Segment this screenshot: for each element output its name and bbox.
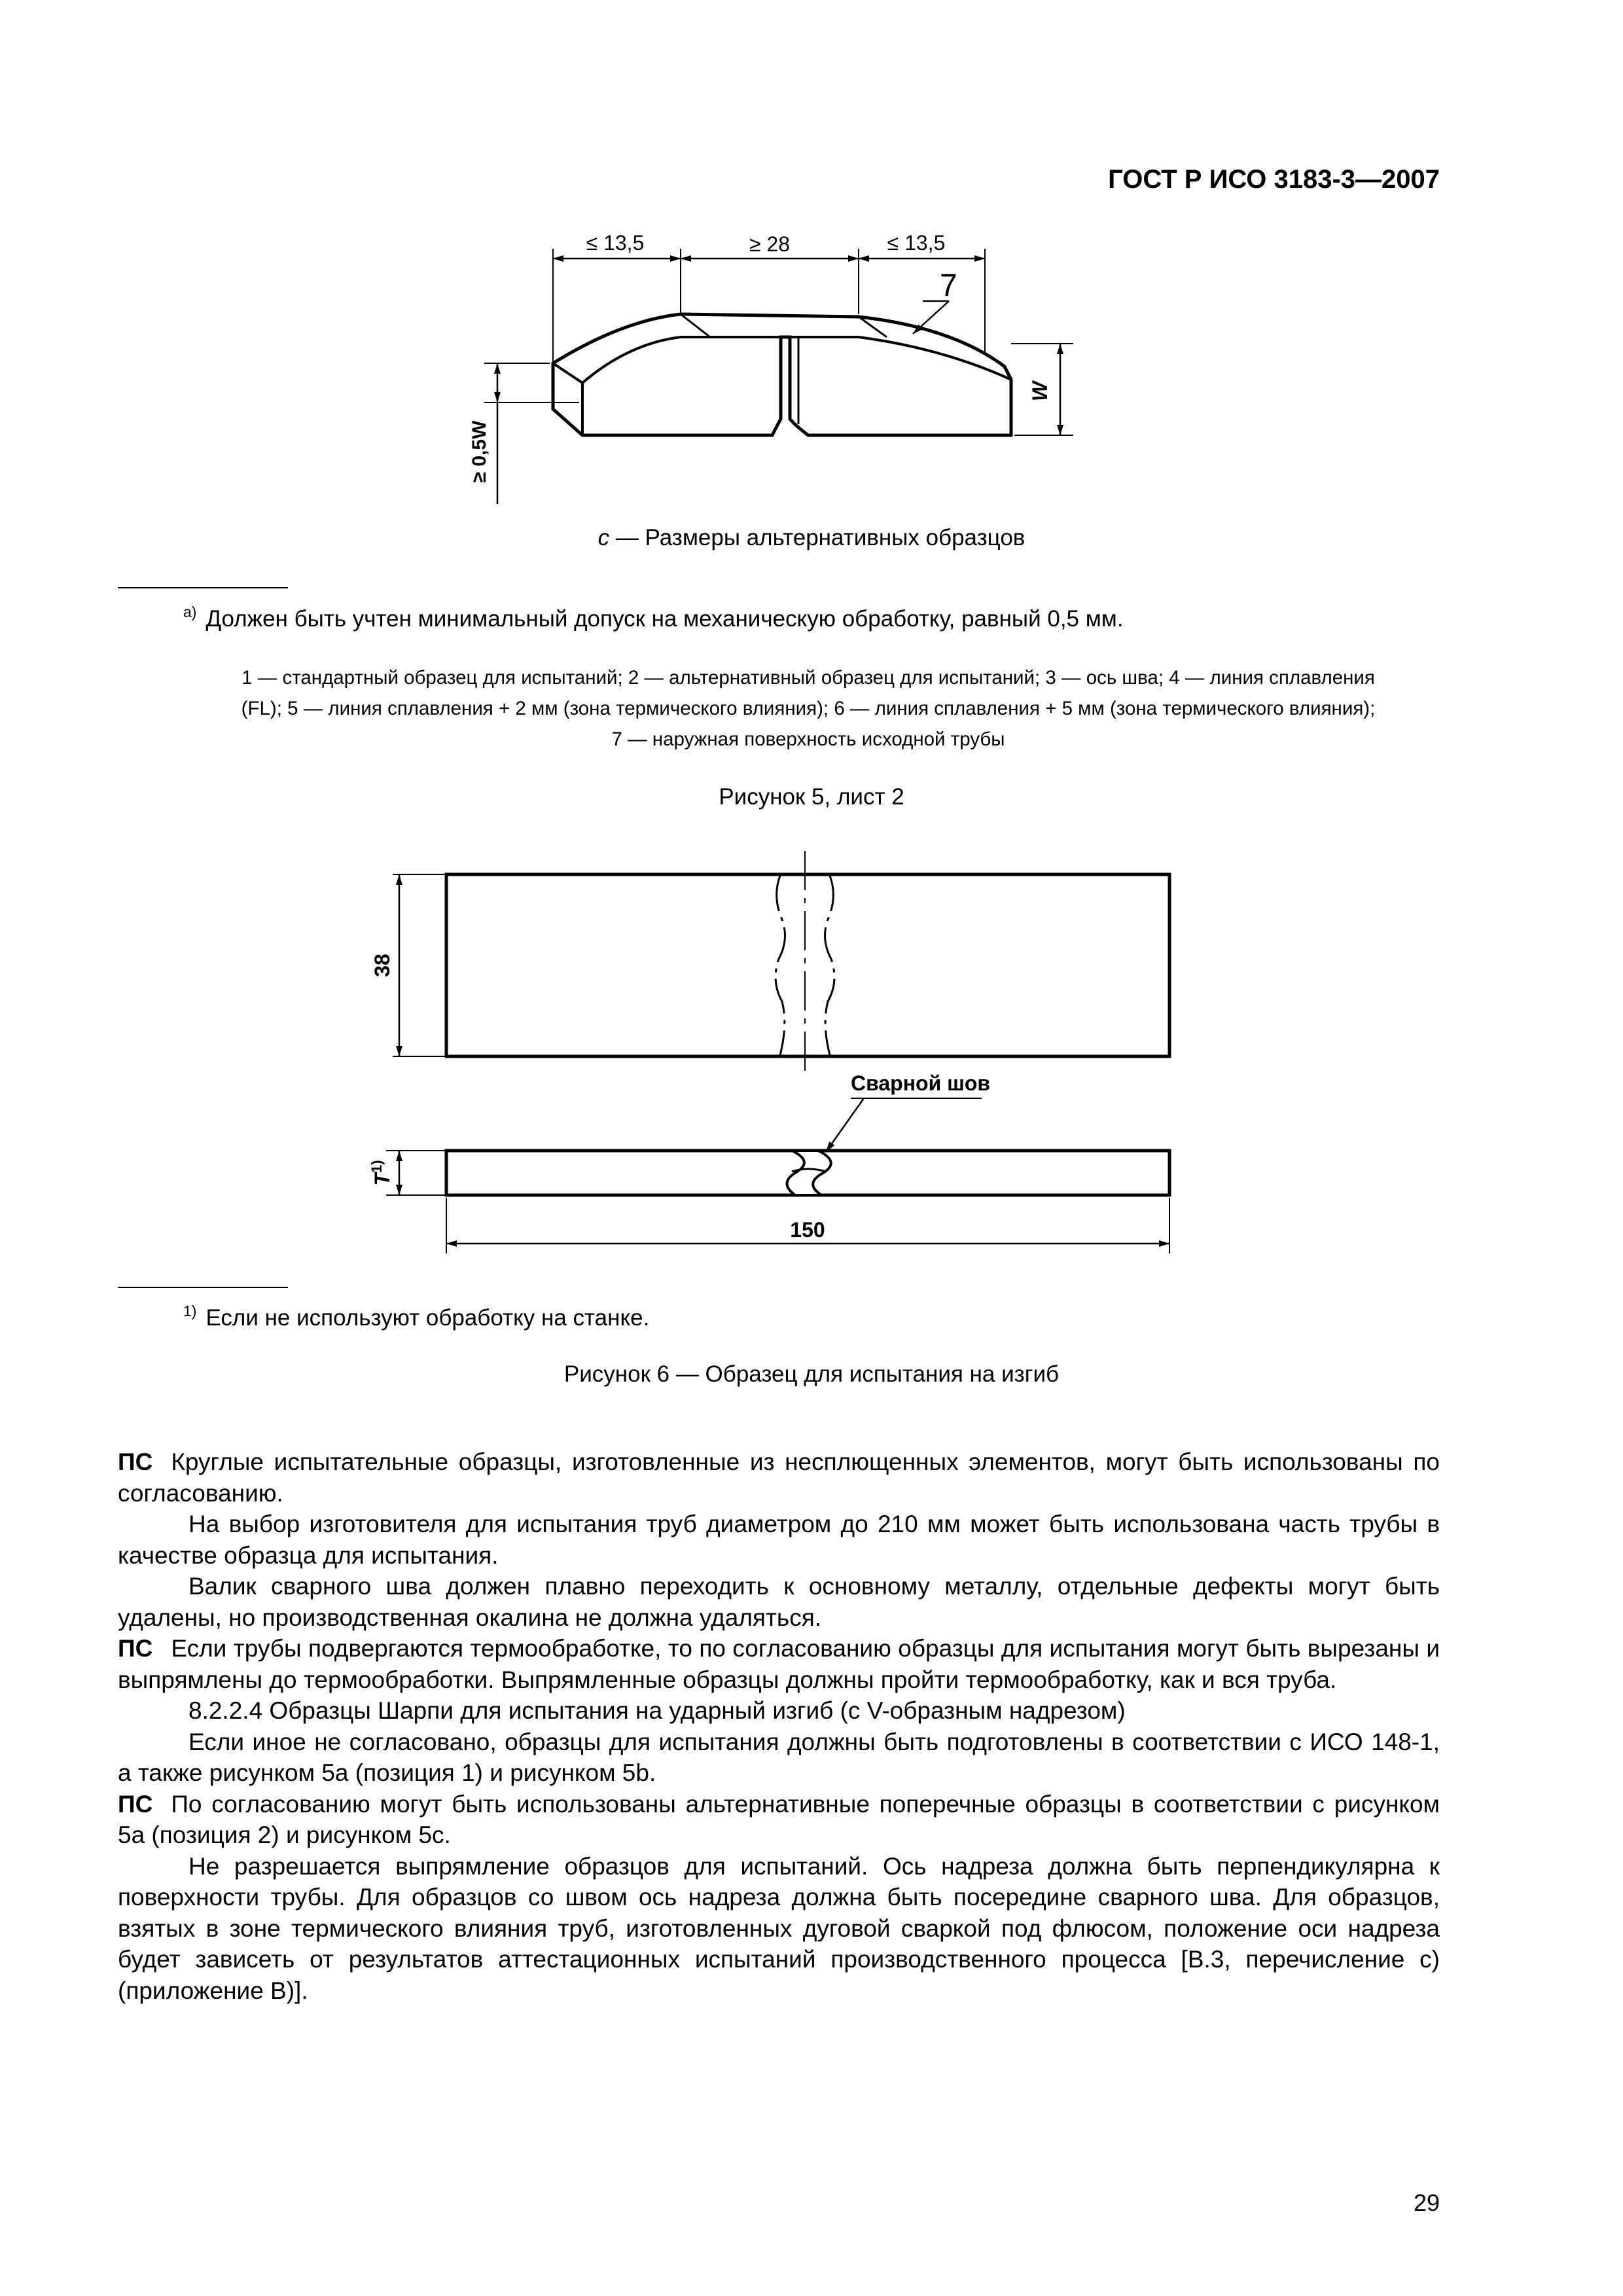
figure-6-caption: Рисунок 6 — Образец для испытания на изгиб — [563, 1361, 1060, 1387]
caption-letter: c — [597, 525, 610, 550]
key-line-2: (FL); 5 — линия сплавления + 2 мм (зона термического влияния); 6 — линия сплавления + 5 мм (зона термического влияния); — [241, 698, 1376, 719]
caption-text: — Размеры альтернативных образцов — [609, 525, 1026, 550]
dim-right-label: ≤ 13,5 — [887, 231, 946, 255]
dim-notch-label: ≥ 0,5W — [469, 420, 490, 483]
dim-left-label: ≤ 13,5 — [586, 231, 645, 255]
weld-label: Сварной шов — [851, 1071, 991, 1095]
paragraph-6: Если иное не согласовано, образцы для испытания должны быть подготовлены в соответствии с ИСО 148-1, а также рисунком 5а (позиция 1) и рисунком 5b. — [118, 1728, 1440, 1786]
footnote-1-text: Если не используют обработку на станке. — [205, 1305, 650, 1331]
dim-middle-label: ≥ 28 — [749, 232, 791, 256]
ps-label: ПС — [118, 1790, 153, 1818]
dim-length-label: 150 — [790, 1218, 825, 1242]
paragraph-8: Не разрешается выпрямление образцов для испытаний. Ось надреза должна быть перпендикулярна к поверхности трубы. Для образцов со швом ось надреза должна быть посередине сварного шва. Для образцов, взятых в зоне термического влияния труб, изготовленных дуговой сваркой под флюсом, положение оси надреза будет зависеть от результатов аттестационных испытаний производственного процесса [В.3, перечисление с) (приложение В)]. — [118, 1852, 1440, 2004]
key-line-1: 1 — стандартный образец для испытаний; 2 — альтернативный образец для испытаний; 3 — ось шва; 4 — линия сплавления — [241, 667, 1375, 689]
ps-label: ПС — [118, 1448, 153, 1475]
footnote-a-mark: a) — [183, 603, 197, 620]
dim-width-label: W — [1028, 381, 1052, 402]
paragraph-ps-7 — [118, 1789, 1440, 1851]
key-line-3: 7 — наружная поверхность исходной трубы — [611, 728, 1005, 750]
footnote-1-mark: 1) — [183, 1302, 197, 1319]
ps-label: ПС — [118, 1635, 153, 1662]
dim-thickness-label — [368, 1160, 394, 1185]
paragraph-ps-4 — [118, 1633, 1440, 1695]
body-text — [118, 1446, 1440, 2006]
paragraph-text: По согласованию могут быть использованы альтернативные поперечные образцы в соответствии с рисунком 5а (позиция 2) и рисунком 5с. — [118, 1790, 1440, 1848]
paragraph-3: Валик сварного шва должен плавно переходить к основному металлу, отдельные дефекты могут быть удалены, но производственная окалина не должна удаляться. — [118, 1573, 1440, 1631]
footnote-rule-2 — [118, 1287, 288, 1288]
figure-5-caption: Рисунок 5, лист 2 — [719, 784, 904, 810]
footnote-1 — [183, 1302, 1492, 1331]
callout-7: 7 — [940, 268, 957, 303]
weld-seam — [787, 1151, 831, 1195]
dim-height-label: 38 — [370, 954, 394, 977]
dim-thickness-letter: T — [370, 1173, 394, 1186]
footnote-a-text: Должен быть учтен минимальный допуск на механическую обработку, равный 0,5 мм. — [205, 606, 1124, 632]
document-header: ГОСТ Р ИСО 3183-3—2007 — [1108, 165, 1440, 194]
paragraph-ps-1 — [118, 1446, 1440, 1509]
paragraph-text: Круглые испытательные образцы, изготовленные из несплющенных элементов, могут быть использованы по согласованию. — [118, 1448, 1440, 1507]
paragraph-2: На выбор изготовителя для испытания труб диаметром до 210 мм может быть использована часть трубы в качестве образца для испытания. — [118, 1511, 1440, 1569]
dim-thickness-sup: 1) — [368, 1160, 385, 1174]
paragraph-text: Если трубы подвергаются термообработке, то по согласованию образцы для испытания могут быть вырезаны и выпрямлены до термообработки. Выпрямленные образцы должны пройти термообработку, как и вся труба. — [118, 1635, 1440, 1693]
specimen-plan-view — [446, 874, 1169, 1056]
section-heading-8-2-2-4: 8.2.2.4 Образцы Шарпи для испытания на ударный изгиб (с V-образным надрезом) — [188, 1697, 1126, 1724]
page-number: 29 — [1413, 2189, 1440, 2216]
